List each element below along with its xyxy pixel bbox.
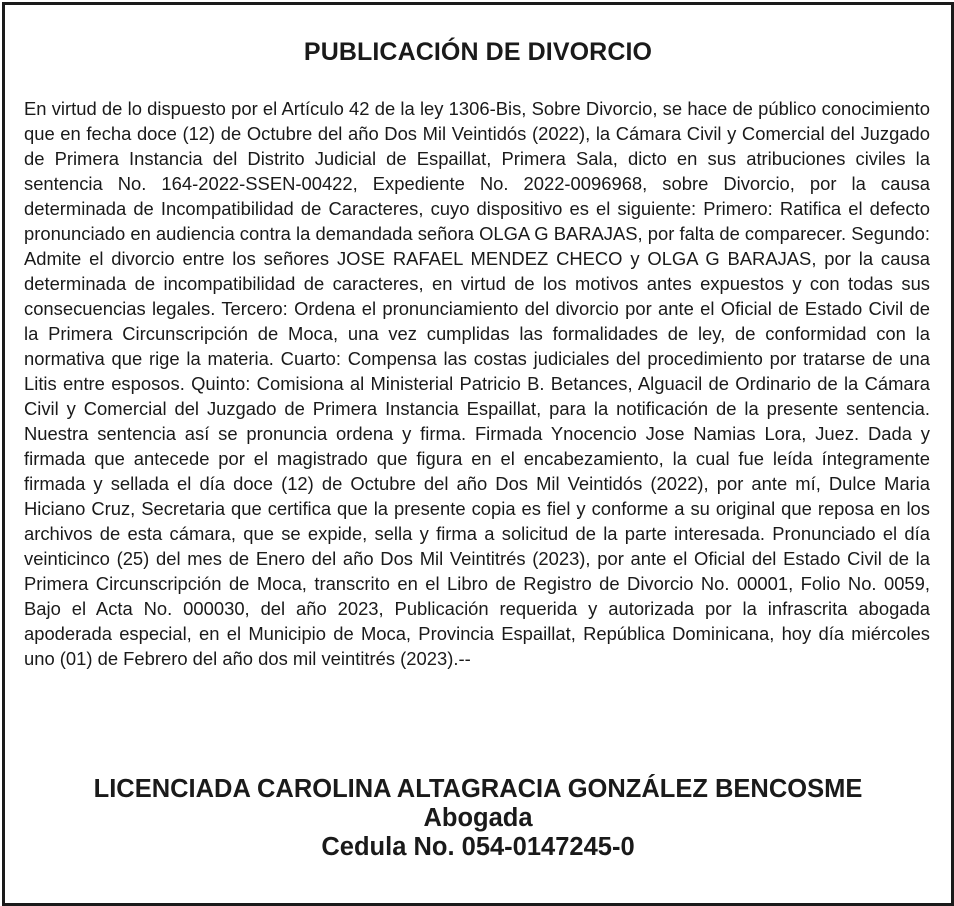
notice-title: PUBLICACIÓN DE DIVORCIO [303, 38, 653, 66]
signature-block [5, 775, 951, 862]
signature-role: Abogada [423, 804, 533, 832]
signature-id: Cedula No. 054-0147245-0 [321, 833, 635, 861]
notice-body: En virtud de lo dispuesto por el Artículo 42 de la ley 1306-Bis, Sobre Divorcio, se hace de público conocimiento que en fecha doce (12) de Octubre del año Dos Mil Veintidós (2022), la Cámara Civil y Comercial del Juzgado de Primera Instancia del Distrito Judicial de Espaillat, Primera Sala, dicto en sus atribuciones civiles la sentencia No. 164-2022-SSEN-00422, Expediente No. 2022-0096968, sobre Divorcio, por la causa determinada de Incompatibilidad de Caracteres, cuyo dispositivo es el siguiente: Primero: Ratifica el defecto pronunciado en audiencia contra la demandada señora OLGA G BARAJAS, por falta de comparecer. Segundo: Admite el divorcio entre los señores JOSE RAFAEL MENDEZ CHECO y OLGA G BARAJAS, por la causa determinada de incompatibilidad de caracteres, en virtud de los motivos antes expuestos y con todas sus consecuencias legales. Tercero: Ordena el pronunciamiento del divorcio por ante el Oficial de Estado Civil de la Primera Circunscripción de Moca, una vez cumplidas las formalidades de ley, de conformidad con la normativa que rige la materia. Cuarto: Compensa las costas judiciales del procedimiento por tratarse de una Litis entre esposos. Quinto: Comisiona al Ministerial Patricio B. Betances, Alguacil de Ordinario de la Cámara Civil y Comercial del Juzgado de Primera Instancia Espaillat, para la notificación de la presente sentencia. Nuestra sentencia así se pronuncia ordena y firma. Firmada Ynocencio Jose Namias Lora, Juez. Dada y firmada que antecede por el magistrado que figura en el encabezamiento, la cual fue leída íntegramente firmada y sellada el día doce (12) de Octubre del año Dos Mil Veintidós (2022), por ante mí, Dulce Maria Hiciano Cruz, Secretaria que certifica que la presente copia es fiel y conforme a su original que reposa en los archivos de esta cámara, que se expide, sella y firma a solicitud de la parte interesada. Pronunciado el día veinticinco (25) del mes de Enero del año Dos Mil Veintitrés (2023), por ante el Oficial del Estado Civil de la Primera Circunscripción de Moca, transcrito en el Libro de Registro de Divorcio No. 00001, Folio No. 0059, Bajo el Acta No. 000030, del año 2023, Publicación requerida y autorizada por la infrascrita abogada apoderada especial, en el Municipio de Moca, Provincia Espaillat, República Dominicana, hoy día miércoles uno (01) de Febrero del año dos mil veintitrés (2023).-- [24, 98, 930, 669]
notice-frame [2, 2, 954, 906]
signature-name: LICENCIADA CAROLINA ALTAGRACIA GONZÁLEZ BENCOSME [93, 775, 863, 803]
